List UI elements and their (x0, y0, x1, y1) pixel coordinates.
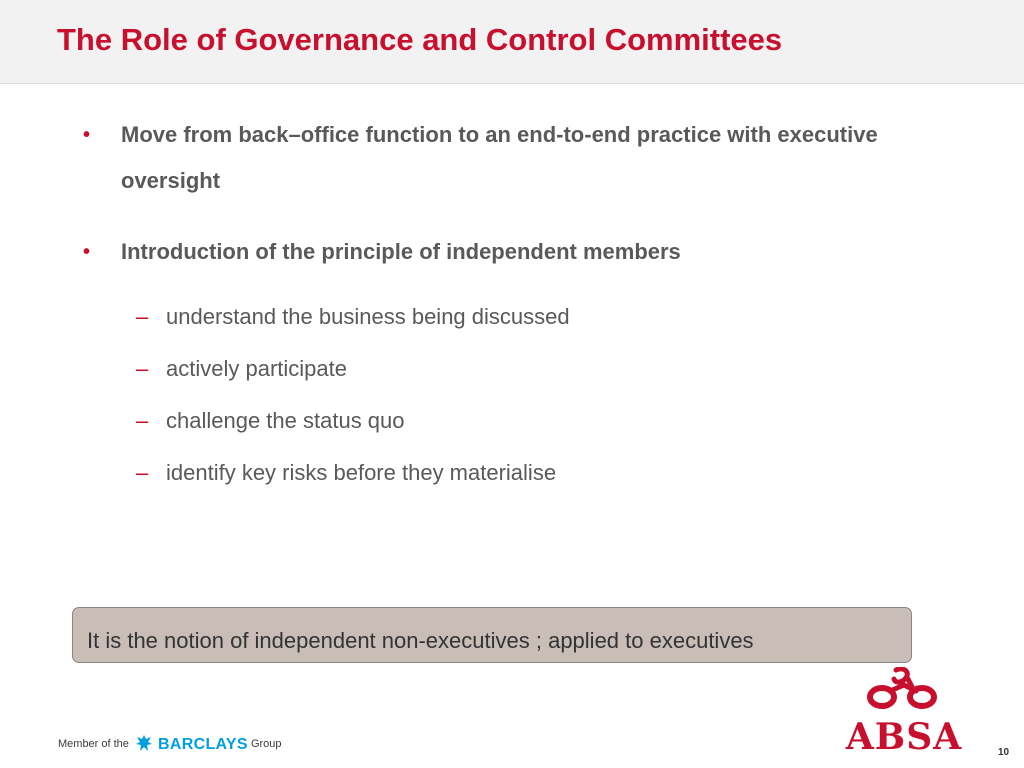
sub-bullet-marker: – (136, 356, 149, 381)
member-suffix: Group (250, 738, 282, 750)
absa-wordmark: ABSA (845, 716, 963, 758)
sub-bullet-marker: – (136, 408, 149, 433)
sub-bullet-text: identify key risks before they materialise (166, 460, 557, 485)
sub-bullet-item (136, 458, 866, 488)
sub-bullet-item (136, 302, 866, 332)
absa-symbol-icon (838, 667, 970, 719)
sub-bullet-item (136, 354, 866, 384)
barclays-eagle-icon (135, 734, 153, 752)
sub-bullet-item (136, 406, 866, 436)
page-number: 10 (998, 747, 1010, 758)
sub-bullet-text: understand the business being discussed (166, 304, 570, 329)
bullet-marker: • (83, 124, 91, 146)
barclays-wordmark: BARCLAYS (158, 736, 248, 753)
bullet-item (83, 112, 901, 204)
slide-title: The Role of Governance and Control Committees (57, 22, 783, 57)
member-prefix: Member of the (58, 738, 129, 750)
callout-box (72, 607, 912, 663)
bullet-marker: • (83, 241, 91, 263)
barclays-member-badge (58, 734, 282, 754)
sub-bullet-marker: – (136, 304, 149, 329)
absa-logo (838, 667, 970, 758)
sub-bullet-marker: – (136, 460, 149, 485)
sub-bullet-text: challenge the status quo (166, 408, 405, 433)
callout-text: It is the notion of independent non-executives ; applied to executives (87, 628, 754, 653)
bullet-item (83, 229, 901, 275)
slide-header (0, 0, 1024, 84)
bullet-text: Move from back–office function to an end-to-end practice with executive oversight (121, 122, 878, 193)
bullet-text: Introduction of the principle of independent members (121, 239, 681, 264)
sub-bullet-text: actively participate (166, 356, 347, 381)
